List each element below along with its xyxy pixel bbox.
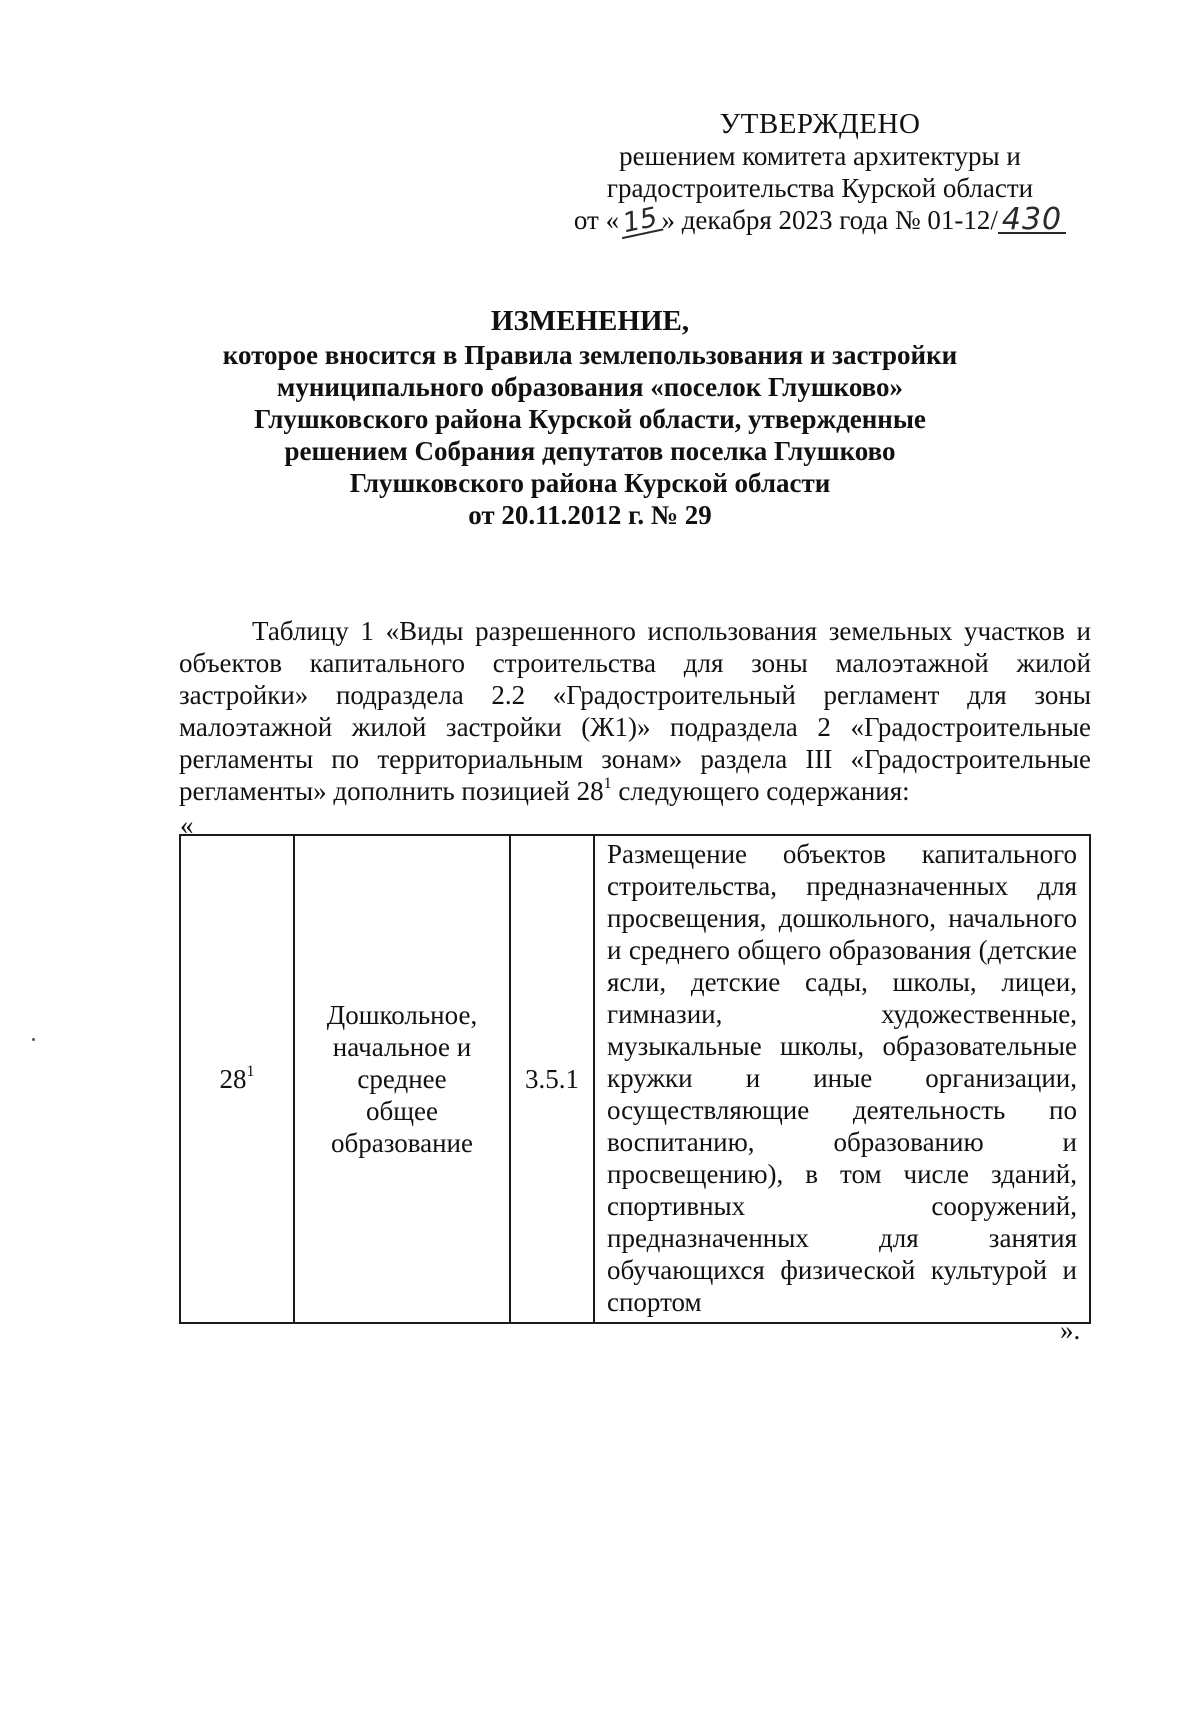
approval-block <box>560 108 1080 240</box>
heading-line: муниципального образования «поселок Глушково» <box>276 372 904 402</box>
amendment-table <box>179 834 1091 1324</box>
use-name-line: Дошкольное, <box>326 1000 478 1030</box>
opening-quote: « <box>180 810 194 840</box>
cell-position-number <box>180 835 294 1323</box>
use-name-line: общее <box>366 1096 438 1126</box>
handwritten-reg-number: 430 <box>998 204 1066 236</box>
approval-title: УТВЕРЖДЕНО <box>719 108 921 140</box>
handwritten-day: 15 <box>616 201 664 241</box>
document-heading <box>150 305 1030 531</box>
use-name-line: среднее <box>357 1064 447 1094</box>
body-text-end: следующего содержания: <box>611 776 910 806</box>
heading-title: ИЗМЕНЕНИЕ, <box>490 305 690 337</box>
body-text: Таблицу 1 «Виды разрешенного использования земельных участков и объектов капитального строительства для зоны малоэтажной жилой застройки» подраздела 2.2 «Градостроительный регламент для зоны малоэтажной жилой застройки (Ж1)» подраздела 2 «Градостроительные регламенты по территориальным зонам» раздела III «Градостроительные регламенты» дополнить позицией 28 <box>179 616 1091 806</box>
table-row <box>180 835 1090 1323</box>
position-number: 28 <box>219 1064 247 1094</box>
use-name-line: начальное и <box>332 1032 472 1062</box>
cell-use-code: 3.5.1 <box>510 835 594 1323</box>
approval-line-1: решением комитета архитектуры и <box>619 141 1021 171</box>
date-prefix: от « <box>573 205 620 235</box>
position-superscript: 1 <box>603 775 612 792</box>
heading-line: которое вносится в Правила землепользования и застройки <box>222 340 958 370</box>
scan-speck <box>32 1038 35 1041</box>
date-middle: » декабря 2023 года № 01-12/ <box>661 205 998 235</box>
heading-line: Глушковского района Курской области, утвержденные <box>254 404 926 434</box>
heading-line: от 20.11.2012 г. № 29 <box>468 500 712 530</box>
closing-quote: ». <box>1060 1315 1081 1345</box>
position-number-sup: 1 <box>246 1063 255 1080</box>
cell-use-description: Размещение объектов капитального строительства, предназначенных для просвещения, дошкольного, начального и среднего общего образования (детские ясли, детские сады, школы, лицеи, гимназии, художественные, музыкальные школы, образовательные кружки и иные организации, осуществляющие деятельность по воспитанию, образованию и просвещению), в том числе зданий, спортивных сооружений, предназначенных для занятия обучающихся физической культурой и спортом <box>594 835 1090 1323</box>
use-name-line: образование <box>331 1128 473 1158</box>
approval-line-2: градостроительства Курской области <box>606 173 1034 203</box>
heading-line: Глушковского района Курской области <box>349 468 831 498</box>
approval-date-line <box>560 201 1080 240</box>
body-paragraph <box>179 615 1091 807</box>
cell-use-name <box>294 835 510 1323</box>
heading-line: решением Собрания депутатов поселка Глушково <box>284 436 896 466</box>
